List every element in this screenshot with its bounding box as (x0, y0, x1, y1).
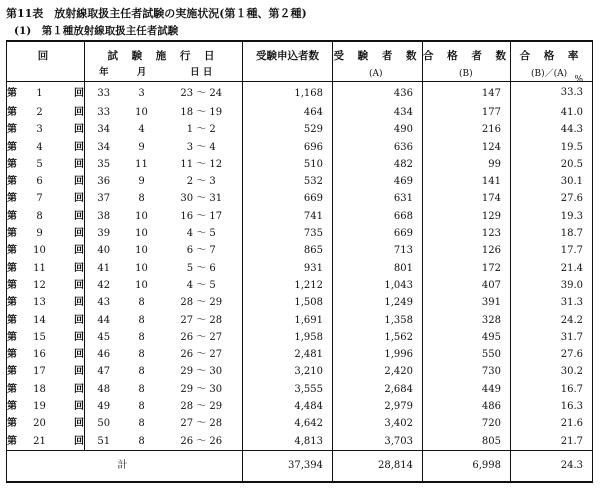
cell-dai: 第 (7, 208, 29, 225)
cell-kai: 回 (74, 107, 84, 118)
cell-year: 33 (85, 82, 123, 105)
cell-applicants: 1,168 (243, 82, 333, 105)
cell-n: 17 (33, 366, 46, 378)
cell-year: 50 (85, 415, 123, 432)
header-row (7, 41, 593, 82)
cell-rate: 39.0 (511, 277, 593, 294)
cell-passers: 449 (423, 381, 511, 398)
cell-month: 10 (135, 245, 148, 257)
cell-month: 11 (135, 158, 148, 170)
table-row (7, 139, 593, 156)
cell-year: 47 (85, 363, 123, 380)
table-row (7, 242, 593, 259)
cell-kai: 回 (74, 158, 84, 170)
cell-kai: 回 (74, 418, 84, 430)
cell-passers: 124 (423, 139, 511, 156)
cell-examinees: 1,358 (333, 312, 423, 329)
cell-n: 15 (33, 331, 46, 343)
cell-year: 40 (85, 242, 123, 259)
cell-year: 42 (85, 277, 123, 294)
cell-month: 8 (138, 401, 145, 413)
cell-days: 16 〜 17 (180, 210, 223, 222)
cell-dai: 第 (7, 242, 29, 259)
cell-month: 8 (138, 297, 145, 309)
cell-examinees: 1,562 (333, 329, 423, 346)
cell-kai: 回 (74, 88, 84, 100)
cell-month: 9 (138, 176, 145, 188)
cell-n: 10 (33, 245, 46, 257)
cell-examinees: 801 (333, 260, 423, 277)
cell-applicants: 464 (243, 104, 333, 121)
table-row (7, 363, 593, 380)
cell-passers: 216 (423, 121, 511, 138)
cell-n: 9 (36, 228, 43, 240)
cell-applicants: 1,212 (243, 277, 333, 294)
cell-year: 39 (85, 225, 123, 242)
cell-examinees: 434 (333, 104, 423, 121)
cell-dai: 第 (7, 190, 29, 207)
cell-month: 10 (135, 262, 148, 274)
table-row (7, 294, 593, 311)
cell-month: 10 (135, 107, 148, 118)
cell-year: 35 (85, 156, 123, 173)
cell-days: 18 〜 19 (180, 107, 223, 118)
cell-year: 44 (85, 312, 123, 329)
cell-n: 2 (36, 107, 43, 118)
cell-examinees: 490 (333, 121, 423, 138)
cell-days: 27 〜 28 (180, 314, 223, 326)
cell-dai: 第 (7, 312, 29, 329)
table-row (7, 312, 593, 329)
table-row (7, 190, 593, 207)
cell-days: 4 〜 5 (186, 228, 216, 240)
cell-rate: 21.6 (511, 415, 593, 432)
table-subtitle: (1) 第１種放射線取扱主任者試験 (14, 25, 179, 37)
cell-month: 10 (135, 279, 148, 291)
cell-n: 19 (33, 401, 46, 413)
cell-days: 5 〜 6 (186, 262, 216, 274)
cell-passers: 730 (423, 363, 511, 380)
header-examinees-unit: (A) (369, 69, 383, 79)
cell-dai: 第 (7, 346, 29, 363)
total-passers: 6,998 (423, 450, 511, 482)
cell-passers: 720 (423, 415, 511, 432)
cell-dai: 第 (7, 381, 29, 398)
cell-days: 29 〜 30 (180, 366, 223, 378)
cell-rate: 17.7 (511, 242, 593, 259)
cell-passers: 550 (423, 346, 511, 363)
cell-year: 49 (85, 398, 123, 415)
cell-examinees: 2,979 (333, 398, 423, 415)
table-row (7, 346, 593, 363)
cell-applicants: 529 (243, 121, 333, 138)
table-title: 第11表 放射線取扱主任者試験の実施状況(第１種、第２種) (6, 7, 307, 20)
cell-examinees: 1,043 (333, 277, 423, 294)
cell-days: 11 〜 12 (180, 158, 223, 170)
cell-days: 29 〜 30 (180, 383, 223, 395)
cell-passers: 147 (423, 82, 511, 105)
cell-n: 6 (36, 176, 43, 188)
cell-kai: 回 (74, 435, 84, 447)
table-row (7, 208, 593, 225)
cell-rate: 31.7 (511, 329, 593, 346)
cell-n: 11 (33, 262, 46, 274)
cell-year: 38 (85, 208, 123, 225)
cell-days: 26 〜 26 (180, 435, 223, 447)
cell-passers: 172 (423, 260, 511, 277)
header-passers: 合 格 者 数 (B) (423, 41, 511, 82)
cell-passers: 407 (423, 277, 511, 294)
cell-dai: 第 (7, 363, 29, 380)
cell-rate: 27.6 (511, 190, 593, 207)
cell-days: 28 〜 29 (180, 297, 223, 309)
cell-applicants: 1,691 (243, 312, 333, 329)
cell-dai: 第 (7, 139, 29, 156)
table-row (7, 156, 593, 173)
cell-dai: 第 (7, 104, 29, 121)
cell-examinees: 436 (333, 82, 423, 105)
header-kai: 回 (7, 41, 85, 82)
cell-month: 4 (138, 124, 145, 136)
header-rate-unit: (B)／(A) (531, 69, 568, 79)
cell-applicants: 696 (243, 139, 333, 156)
cell-days: 26 〜 27 (180, 331, 223, 343)
cell-kai: 回 (74, 245, 84, 257)
table-row (7, 104, 593, 121)
cell-applicants: 1,958 (243, 329, 333, 346)
cell-month: 8 (138, 193, 145, 205)
cell-n: 18 (33, 383, 46, 395)
cell-applicants: 1,508 (243, 294, 333, 311)
cell-n: 7 (36, 193, 43, 205)
cell-passers: 99 (423, 156, 511, 173)
cell-applicants: 3,555 (243, 381, 333, 398)
cell-applicants: 4,642 (243, 415, 333, 432)
total-label: 計 (7, 450, 243, 482)
cell-month: 3 (138, 88, 145, 100)
cell-year: 36 (85, 173, 123, 190)
header-examinees: 受 験 者 数 (A) (333, 41, 423, 82)
cell-rate: 30.2 (511, 363, 593, 380)
cell-days: 3 〜 4 (186, 141, 216, 153)
cell-examinees: 668 (333, 208, 423, 225)
cell-dai: 第 (7, 156, 29, 173)
cell-applicants: 4,813 (243, 433, 333, 451)
cell-passers: 177 (423, 104, 511, 121)
cell-days: 4 〜 5 (186, 279, 216, 291)
cell-rate: 31.3 (511, 294, 593, 311)
cell-applicants: 931 (243, 260, 333, 277)
cell-kai: 回 (74, 366, 84, 378)
cell-n: 8 (36, 210, 43, 222)
cell-rate: 19.3 (511, 208, 593, 225)
cell-dai: 第 (7, 294, 29, 311)
cell-dai: 第 (7, 225, 29, 242)
cell-applicants: 741 (243, 208, 333, 225)
cell-rate: 44.3 (511, 121, 593, 138)
cell-examinees: 631 (333, 190, 423, 207)
total-rate: 24.3 (511, 450, 593, 482)
cell-passers: 123 (423, 225, 511, 242)
cell-applicants: 4,484 (243, 398, 333, 415)
header-rate: 合 格 率 (B)／(A) (511, 41, 593, 82)
cell-rate: 30.1 (511, 173, 593, 190)
cell-n: 20 (33, 418, 46, 430)
cell-dai: 第 (7, 173, 29, 190)
header-day: 日 日 (190, 67, 213, 78)
cell-rate: 20.5 (511, 156, 593, 173)
table-row (7, 415, 593, 432)
cell-applicants: 669 (243, 190, 333, 207)
cell-examinees: 1,249 (333, 294, 423, 311)
cell-rate: 24.2 (511, 312, 593, 329)
cell-kai: 回 (74, 176, 84, 188)
cell-year: 51 (85, 433, 123, 451)
total-row (7, 450, 593, 482)
cell-days: 23 〜 24 (180, 88, 223, 100)
cell-month: 9 (138, 141, 145, 153)
cell-month: 10 (135, 210, 148, 222)
table-row (7, 260, 593, 277)
cell-n: 5 (36, 158, 43, 170)
cell-examinees: 2,684 (333, 381, 423, 398)
cell-n: 4 (36, 141, 43, 153)
cell-n: 1 (36, 88, 43, 100)
cell-passers: 328 (423, 312, 511, 329)
header-date: 試 験 施 行 日 年 月 日 日 (85, 41, 243, 82)
header-applicants: 受験申込者数 (243, 41, 333, 82)
table-row (7, 121, 593, 138)
cell-applicants: 532 (243, 173, 333, 190)
cell-n: 14 (33, 314, 46, 326)
cell-kai: 回 (74, 141, 84, 153)
cell-rate: 19.5 (511, 139, 593, 156)
cell-passers: 126 (423, 242, 511, 259)
cell-year: 33 (85, 104, 123, 121)
cell-examinees: 2,420 (333, 363, 423, 380)
cell-passers: 174 (423, 190, 511, 207)
cell-year: 45 (85, 329, 123, 346)
table-row (7, 329, 593, 346)
cell-dai: 第 (7, 415, 29, 432)
cell-kai: 回 (74, 193, 84, 205)
cell-passers: 486 (423, 398, 511, 415)
cell-kai: 回 (74, 262, 84, 274)
cell-n: 3 (36, 124, 43, 136)
cell-examinees: 3,703 (333, 433, 423, 451)
cell-dai: 第 (7, 277, 29, 294)
cell-days: 28 〜 29 (180, 401, 223, 413)
cell-rate: 33.3 % (511, 82, 593, 105)
cell-passers: 391 (423, 294, 511, 311)
cell-month: 8 (138, 349, 145, 361)
cell-rate: 18.7 (511, 225, 593, 242)
cell-n: 13 (33, 297, 46, 309)
cell-kai: 回 (74, 383, 84, 395)
header-year: 年 (99, 67, 109, 78)
cell-passers: 495 (423, 329, 511, 346)
cell-year: 48 (85, 381, 123, 398)
cell-passers: 805 (423, 433, 511, 451)
cell-examinees: 3,402 (333, 415, 423, 432)
cell-dai: 第 (7, 121, 29, 138)
cell-passers: 141 (423, 173, 511, 190)
cell-dai: 第 (7, 433, 29, 451)
cell-applicants: 865 (243, 242, 333, 259)
cell-dai: 第 (7, 329, 29, 346)
cell-rate: 27.6 (511, 346, 593, 363)
cell-n: 21 (33, 435, 46, 447)
table-row (7, 82, 593, 105)
cell-month: 8 (138, 314, 145, 326)
cell-rate: 41.0 (511, 104, 593, 121)
header-date-sub (85, 64, 242, 78)
cell-examinees: 1,996 (333, 346, 423, 363)
table-row (7, 433, 593, 451)
cell-days: 2 〜 3 (186, 176, 216, 188)
cell-kai: 回 (74, 401, 84, 413)
cell-year: 37 (85, 190, 123, 207)
cell-month: 8 (138, 383, 145, 395)
cell-year: 34 (85, 139, 123, 156)
cell-dai: 第 (7, 398, 29, 415)
cell-examinees: 482 (333, 156, 423, 173)
cell-year: 34 (85, 121, 123, 138)
cell-examinees: 713 (333, 242, 423, 259)
cell-year: 41 (85, 260, 123, 277)
total-applicants: 37,394 (243, 450, 333, 482)
cell-kai: 回 (74, 279, 84, 291)
cell-kai: 回 (74, 124, 84, 136)
cell-examinees: 669 (333, 225, 423, 242)
cell-applicants: 510 (243, 156, 333, 173)
cell-kai: 回 (74, 297, 84, 309)
cell-n: 16 (33, 349, 46, 361)
cell-rate: 21.4 (511, 260, 593, 277)
cell-kai: 回 (74, 331, 84, 343)
table-row (7, 173, 593, 190)
table-row (7, 381, 593, 398)
cell-applicants: 735 (243, 225, 333, 242)
cell-rate: 21.7 (511, 433, 593, 451)
cell-n: 12 (33, 279, 46, 291)
cell-days: 26 〜 27 (180, 349, 223, 361)
header-month: 月 (136, 67, 147, 78)
cell-dai: 第 (7, 82, 29, 105)
cell-year: 46 (85, 346, 123, 363)
cell-rate: 16.7 (511, 381, 593, 398)
exam-results-table (6, 40, 593, 483)
cell-rate: 16.3 (511, 398, 593, 415)
cell-days: 6 〜 7 (186, 245, 216, 257)
cell-month: 8 (138, 366, 145, 378)
cell-days: 30 〜 31 (180, 193, 223, 205)
cell-month: 8 (138, 435, 145, 447)
cell-days: 1 〜 2 (186, 124, 216, 136)
cell-month: 8 (138, 331, 145, 343)
percent-unit: % (574, 75, 584, 85)
cell-kai: 回 (74, 349, 84, 361)
table-row (7, 277, 593, 294)
cell-dai: 第 (7, 260, 29, 277)
table-row (7, 225, 593, 242)
cell-applicants: 2,481 (243, 346, 333, 363)
cell-applicants: 3,210 (243, 363, 333, 380)
cell-examinees: 469 (333, 173, 423, 190)
cell-examinees: 636 (333, 139, 423, 156)
cell-kai: 回 (74, 210, 84, 222)
cell-kai: 回 (74, 314, 84, 326)
cell-days: 27 〜 28 (180, 418, 223, 430)
total-examinees: 28,814 (333, 450, 423, 482)
cell-kai: 回 (74, 228, 84, 240)
cell-passers: 129 (423, 208, 511, 225)
table-row (7, 398, 593, 415)
cell-month: 10 (135, 228, 148, 240)
cell-month: 8 (138, 418, 145, 430)
header-passers-unit: (B) (459, 69, 473, 79)
cell-year: 43 (85, 294, 123, 311)
